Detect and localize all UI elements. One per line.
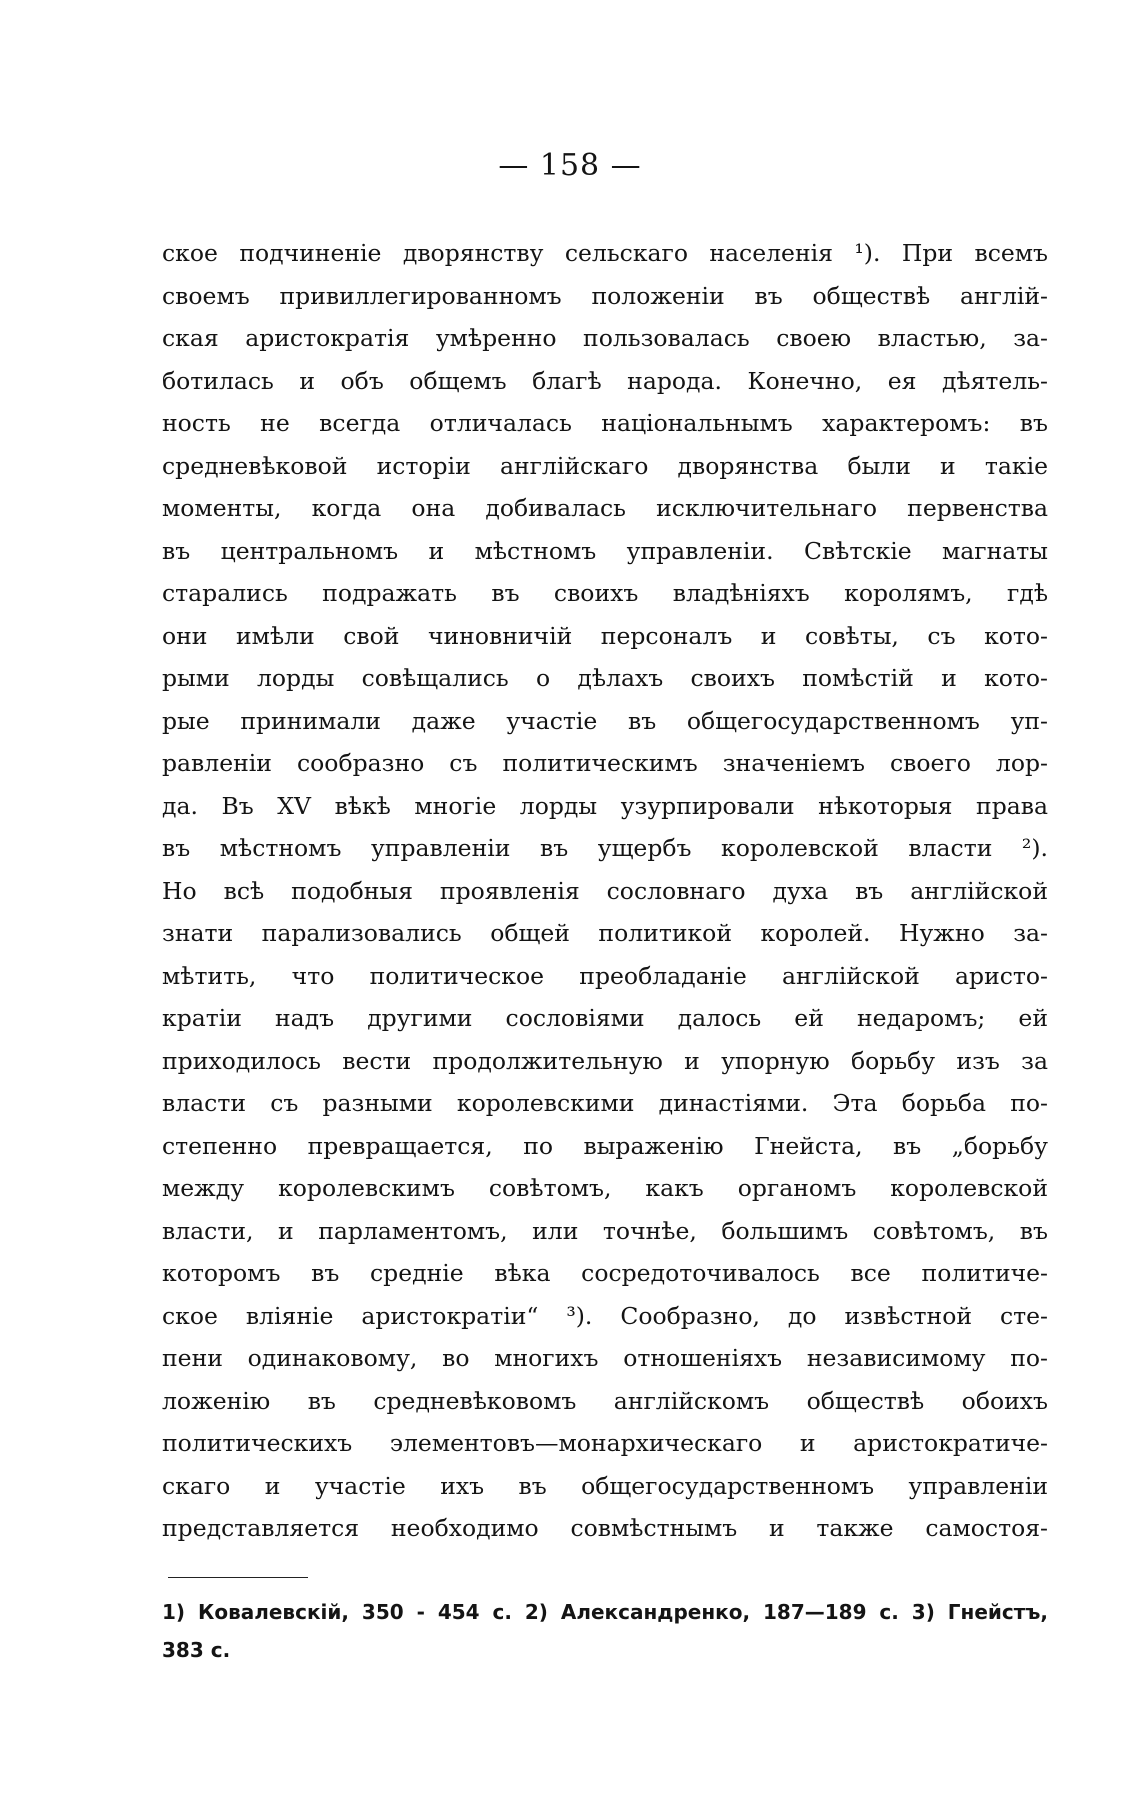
text-line: они имѣли свой чиновничій персоналъ и совѣты, съ кото- [162,621,1048,650]
text-line: ское подчиненіе дворянству сельскаго населенія ¹). При всемъ [162,239,1048,267]
footnote-line: 383 с. [162,1638,231,1662]
text-line: приходилось вести продолжительную и упорную борьбу изъ за [162,1046,1048,1075]
text-line: политическихъ элементовъ—монархическаго и аристократиче- [162,1429,1048,1457]
text-line: въ центральномъ и мѣстномъ управленіи. Свѣтскіе магнаты [162,536,1048,565]
text-line: степенно превращается, по выраженію Гнейста, въ „борьбу [162,1131,1048,1160]
text-line: ская аристократія умѣренно пользовалась своею властью, за- [162,324,1048,352]
text-line: своемъ привиллегированномъ положеніи въ обществѣ англій- [162,281,1048,310]
text-line: ложенію въ средневѣковомъ англійскомъ обществѣ обоихъ [162,1386,1048,1415]
text-line: равленіи сообразно съ политическимъ значеніемъ своего лор- [162,749,1048,777]
text-line: между королевскимъ совѣтомъ, какъ органомъ королевской [162,1174,1048,1202]
body-text [162,232,1048,1550]
footnote-separator [168,1577,308,1578]
text-line: Но всѣ подобныя проявленія сословнаго духа въ англійской [162,876,1048,905]
footnotes [162,1593,1048,1669]
text-line: представляется необходимо совмѣстнымъ и также самостоя- [162,1514,1048,1542]
text-line: мѣтить, что политическое преобладаніе англійской аристо- [162,961,1048,990]
text-line: средневѣковой исторіи англійскаго дворянства были и такіе [162,451,1048,480]
text-line: да. Въ XV вѣкѣ многіе лорды узурпировали нѣкоторыя права [162,791,1048,820]
text-line: въ мѣстномъ управленіи въ ущербъ королевской власти ²). [162,834,1048,862]
page-number: — 158 — [498,148,642,183]
footnote-line: 1) Ковалевскій, 350 - 454 с. 2) Александренко, 187—189 с. 3) Гнейстъ, [162,1600,1048,1624]
text-line: рыми лорды совѣщались о дѣлахъ своихъ помѣстій и кото- [162,664,1048,692]
text-line: моменты, когда она добивалась исключительнаго первенства [162,494,1048,522]
text-line: рые принимали даже участіе въ общегосударственномъ уп- [162,706,1048,735]
text-line: власти съ разными королевскими династіями. Эта борьба по- [162,1089,1048,1117]
text-line: кратіи надъ другими сословіями далось ей недаромъ; ей [162,1004,1048,1032]
text-line: власти, и парламентомъ, или точнѣе, большимъ совѣтомъ, въ [162,1216,1048,1245]
text-line: пени одинаковому, во многихъ отношеніяхъ независимому по- [162,1344,1048,1372]
text-line: ское вліяніе аристократіи“ ³). Сообразно, до извѣстной сте- [162,1301,1048,1330]
text-line: ность не всегда отличалась національнымъ характеромъ: въ [162,409,1048,437]
text-line: знати парализовались общей политикой королей. Нужно за- [162,919,1048,947]
text-line: старались подражать въ своихъ владѣніяхъ королямъ, гдѣ [162,579,1048,607]
text-line: которомъ въ средніе вѣка сосредоточивалось все политиче- [162,1259,1048,1287]
text-line: ботилась и объ общемъ благѣ народа. Конечно, ея дѣятель- [162,366,1048,395]
text-line: скаго и участіе ихъ въ общегосударственномъ управленіи [162,1471,1048,1500]
